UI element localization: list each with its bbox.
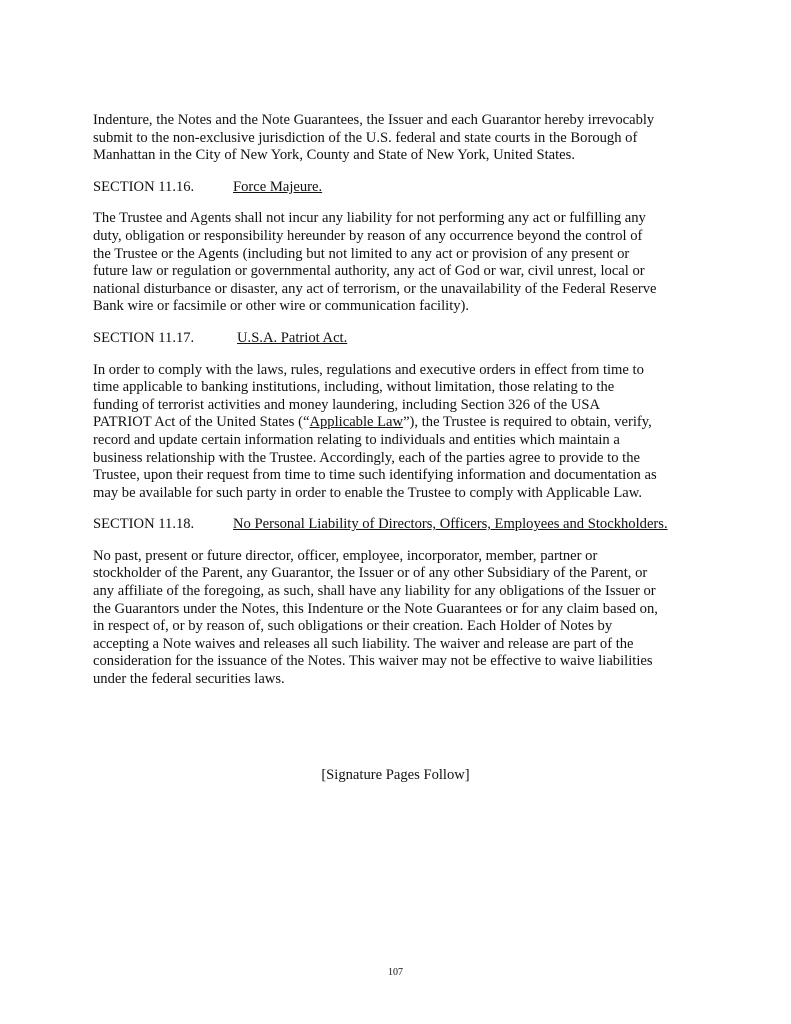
section-number: SECTION 11.17. bbox=[93, 329, 195, 346]
section-number: SECTION 11.16. bbox=[93, 178, 195, 195]
page-number: 107 bbox=[388, 967, 403, 978]
section-heading-no-personal-liability bbox=[93, 516, 705, 534]
section-title: U.S.A. Patriot Act. bbox=[237, 329, 348, 346]
patriot-text-1: In order to comply with the laws, rules, regulations and executive orders in effect from time to time applicable to banking institutions, including, without limitation, those relating to the funding of terrorist activities and money laundering, including Section 326 of the USA PATRIOT Act of the United States (“ bbox=[93, 361, 644, 431]
section-title: No Personal Liability of Directors, Officers, Employees and Stockholders. bbox=[233, 516, 668, 533]
signature-pages-note: [Signature Pages Follow] bbox=[321, 767, 470, 783]
intro-paragraph: Indenture, the Notes and the Note Guarantees, the Issuer and each Guarantor hereby irrevocably submit to the non-exclusive jurisdiction of the U.S. federal and state courts in the Borough of Manhattan in the City of New York, County and State of New York, United States. bbox=[93, 112, 655, 164]
section-number: SECTION 11.18. bbox=[93, 516, 195, 533]
force-majeure-paragraph: The Trustee and Agents shall not incur any liability for not performing any act or fulfilling any duty, obligation or responsibility hereunder by reason of any occurrence beyond the control of the Trustee or the Agents (including but not limited to any act or provision of any present or future law or regulation or governmental authority, any act of God or war, civil unrest, local or national disturbance or disaster, any act of terrorism, or the unavailability of the Federal Reserve Bank wire or facsimile or other wire or communication facility). bbox=[93, 210, 657, 315]
section-title: Force Majeure. bbox=[233, 178, 323, 195]
no-personal-liability-paragraph: No past, present or future director, officer, employee, incorporator, member, partner or stockholder of the Parent, any Guarantor, the Issuer or of any other Subsidiary of the Parent, or any affiliate of the foregoing, as such, shall have any liability for any obligations of the Issuer or the Guarantors under the Notes, this Indenture or the Note Guarantees or for any claim based on, in respect of, or by reason of, such obligations or their creation. Each Holder of Notes by accepting a Note waives and releases all such liability. The waiver and release are part of the consideration for the issuance of the Notes. This waiver may not be effective to waive liabilities under the federal securities laws. bbox=[93, 547, 658, 688]
document-body bbox=[93, 112, 705, 689]
patriot-text-2: ”), the Trustee is required to obtain, verify, record and update certain information relating to individuals and entities which maintain a business relationship with the Trustee. Accordingly, each of the parties agree to provide to the Trustee, upon their request from time to time such identifying information and documentation as may be available for such party in order to enable the Trustee to comply with Applicable Law. bbox=[93, 414, 657, 501]
defined-term-applicable-law: Applicable Law bbox=[309, 414, 404, 431]
section-heading-patriot-act bbox=[93, 330, 705, 348]
section-heading-force-majeure bbox=[93, 179, 705, 197]
patriot-act-paragraph bbox=[93, 362, 705, 503]
